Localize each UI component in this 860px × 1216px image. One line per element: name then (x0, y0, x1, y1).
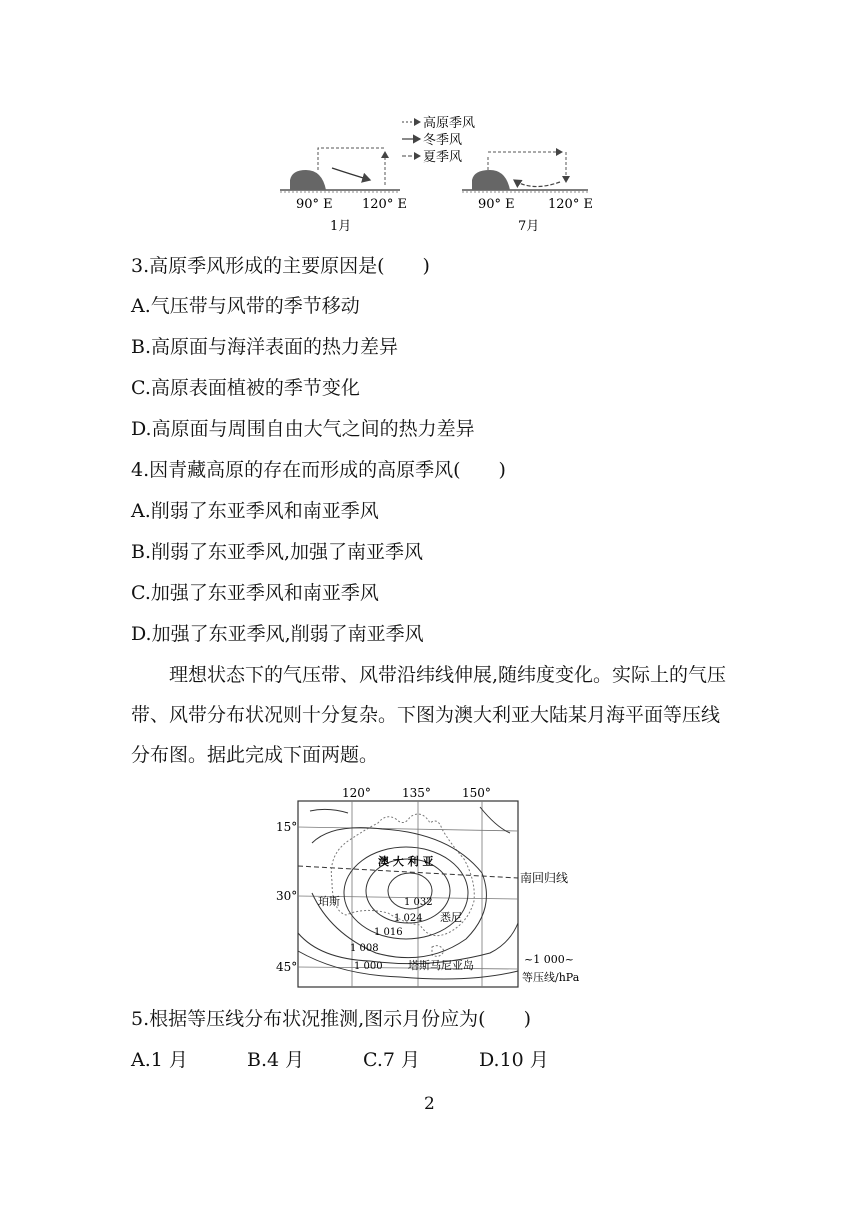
isobar-label-1024: 1 024 (394, 913, 423, 924)
question-5-option-d: D.10 月 (479, 1049, 549, 1071)
panel-july (462, 152, 593, 234)
plateau-shape-jul (472, 170, 510, 190)
country-label: 澳 大 利 亚 (378, 855, 434, 868)
question-4-stem: 4.因青藏高原的存在而形成的高原季风( ) (131, 459, 506, 481)
question-3-option-d: D.高原面与周围自由大气之间的热力差异 (131, 418, 475, 440)
question-5-stem: 5.根据等压线分布状况推测,图示月份应为( ) (131, 1008, 531, 1030)
passage-text: 理想状态下的气压带、风带沿纬线伸展,随纬度变化。实际上的气压带、风带分布状况则十分复杂。下图为澳大利亚大陆某月海平面等压线分布图。据此完成下面两题。 (131, 664, 727, 766)
panel-january (280, 148, 407, 234)
lon-label-120: 120° (342, 786, 371, 800)
question-5-option-b: B.4 月 (247, 1049, 305, 1071)
isobar-outer-1 (310, 809, 348, 813)
lon-label-135: 135° (402, 786, 431, 800)
question-3-option-a: A.气压带与风带的季节移动 (131, 295, 360, 317)
isobar-label-1000: 1 000 (354, 961, 383, 972)
isobar-label-1008: 1 008 (350, 943, 379, 954)
plateau-shape-jan (290, 170, 326, 190)
tropic-label: 南回归线 (520, 871, 569, 885)
isobar-outer-2 (480, 807, 510, 833)
jan-lon-left: 90° E (296, 197, 333, 212)
question-3-option-c: C.高原表面植被的季节变化 (131, 377, 360, 399)
question-5-option-a: A.1 月 (131, 1049, 188, 1071)
city-perth: 珀斯 (318, 895, 340, 908)
jul-lon-left: 90° E (478, 197, 515, 212)
city-sydney: 悉尼 (440, 911, 462, 924)
question-4-option-a: A.削弱了东亚季风和南亚季风 (131, 500, 379, 522)
question-5-options (131, 1048, 549, 1072)
legend-plateau: 高原季风 (423, 116, 476, 131)
jul-lon-right: 120° E (548, 197, 593, 212)
lon-label-150: 150° (462, 786, 491, 800)
question-5-option-c: C.7 月 (363, 1049, 421, 1071)
isobar-label-1016: 1 016 (374, 927, 403, 938)
jan-caption: 1月 (330, 219, 352, 234)
figure-legend (402, 115, 475, 165)
lat-label-30: 30° (276, 889, 298, 903)
jul-caption: 7月 (518, 219, 540, 234)
peninsula-label: 塔斯马尼亚岛 (408, 959, 474, 972)
question-4-option-b: B.削弱了东亚季风,加强了南亚季风 (131, 541, 424, 563)
map-legend-line: ~1 000~ (524, 953, 574, 966)
question-4-option-c: C.加强了东亚季风和南亚季风 (131, 582, 379, 604)
question-4-option-d: D.加强了东亚季风,削弱了南亚季风 (131, 623, 424, 645)
legend-summer: 夏季风 (423, 150, 463, 165)
map-legend-text: 等压线/hPa (522, 971, 580, 984)
isobar-label-1032: 1 032 (404, 897, 433, 908)
page-number: 2 (424, 1094, 435, 1114)
legend-winter: 冬季风 (423, 133, 463, 148)
jan-lon-right: 120° E (362, 197, 407, 212)
lat-label-15: 15° (276, 820, 298, 834)
plateau-monsoon-figure (270, 108, 600, 238)
australia-isobar-map (270, 783, 590, 993)
question-3-option-b: B.高原面与海洋表面的热力差异 (131, 336, 399, 358)
lat-label-45: 45° (276, 960, 298, 974)
question-3-stem: 3.高原季风形成的主要原因是( ) (131, 255, 430, 277)
